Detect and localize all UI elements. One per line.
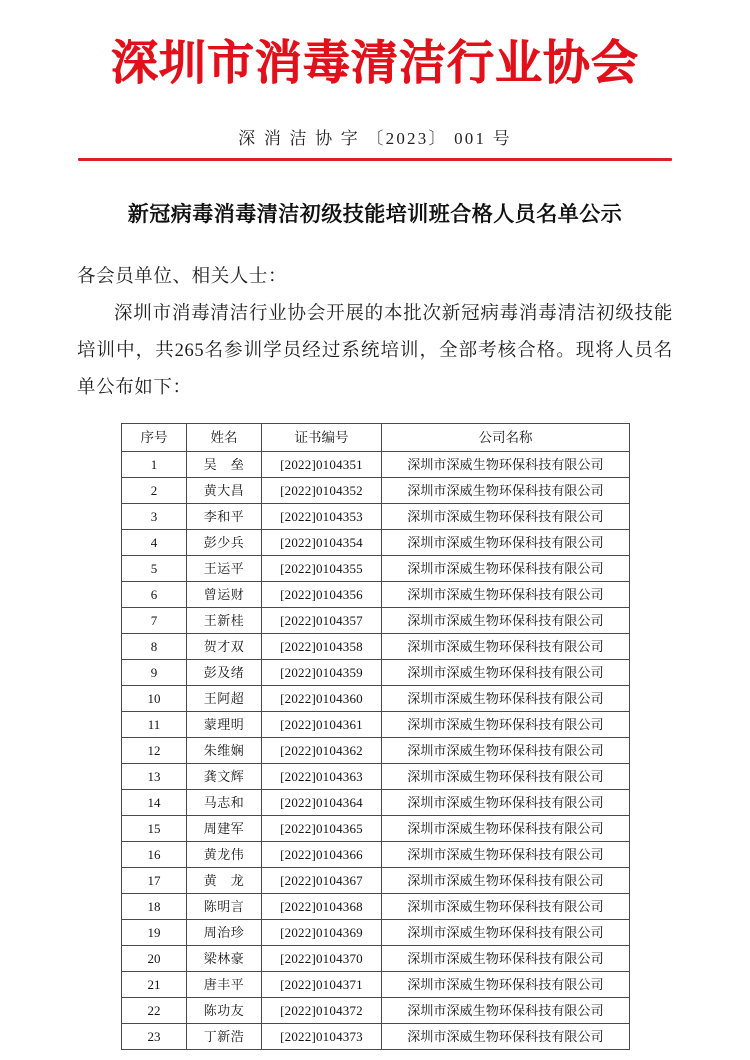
cell-index: 2 bbox=[122, 478, 187, 504]
cell-name: 王阿超 bbox=[187, 686, 262, 712]
cell-name: 蒙理明 bbox=[187, 712, 262, 738]
cell-name: 龚文辉 bbox=[187, 764, 262, 790]
cell-certificate-number: [2022]0104362 bbox=[262, 738, 382, 764]
cell-name: 马志和 bbox=[187, 790, 262, 816]
cell-index: 18 bbox=[122, 894, 187, 920]
table-row bbox=[122, 868, 630, 894]
cell-index: 8 bbox=[122, 634, 187, 660]
cell-certificate-number: [2022]0104369 bbox=[262, 920, 382, 946]
cell-certificate-number: [2022]0104352 bbox=[262, 478, 382, 504]
cell-certificate-number: [2022]0104366 bbox=[262, 842, 382, 868]
cell-company: 深圳市深威生物环保科技有限公司 bbox=[382, 764, 630, 790]
cell-name: 贺才双 bbox=[187, 634, 262, 660]
cell-name: 彭少兵 bbox=[187, 530, 262, 556]
cell-company: 深圳市深威生物环保科技有限公司 bbox=[382, 946, 630, 972]
cell-certificate-number: [2022]0104357 bbox=[262, 608, 382, 634]
cell-certificate-number: [2022]0104361 bbox=[262, 712, 382, 738]
table-row bbox=[122, 686, 630, 712]
cell-index: 12 bbox=[122, 738, 187, 764]
column-header-name: 姓名 bbox=[187, 424, 262, 452]
cell-certificate-number: [2022]0104373 bbox=[262, 1024, 382, 1050]
cell-certificate-number: [2022]0104367 bbox=[262, 868, 382, 894]
cell-index: 7 bbox=[122, 608, 187, 634]
cell-name: 黄 龙 bbox=[187, 868, 262, 894]
cell-name: 黄大昌 bbox=[187, 478, 262, 504]
cell-index: 5 bbox=[122, 556, 187, 582]
table-body bbox=[122, 452, 630, 1050]
table-row bbox=[122, 920, 630, 946]
table-row bbox=[122, 452, 630, 478]
cell-certificate-number: [2022]0104355 bbox=[262, 556, 382, 582]
cell-company: 深圳市深威生物环保科技有限公司 bbox=[382, 816, 630, 842]
cell-company: 深圳市深威生物环保科技有限公司 bbox=[382, 478, 630, 504]
table-row bbox=[122, 530, 630, 556]
cell-company: 深圳市深威生物环保科技有限公司 bbox=[382, 660, 630, 686]
table-row bbox=[122, 712, 630, 738]
cell-certificate-number: [2022]0104353 bbox=[262, 504, 382, 530]
table-row bbox=[122, 504, 630, 530]
cell-index: 21 bbox=[122, 972, 187, 998]
cell-name: 彭及绪 bbox=[187, 660, 262, 686]
table-row bbox=[122, 660, 630, 686]
cell-name: 周建军 bbox=[187, 816, 262, 842]
cell-name: 吴 垒 bbox=[187, 452, 262, 478]
cell-certificate-number: [2022]0104363 bbox=[262, 764, 382, 790]
table-row bbox=[122, 998, 630, 1024]
red-divider-rule bbox=[78, 158, 672, 161]
roster-table-wrap bbox=[121, 423, 629, 1050]
cell-company: 深圳市深威生物环保科技有限公司 bbox=[382, 686, 630, 712]
roster-table bbox=[121, 423, 630, 1050]
table-row bbox=[122, 556, 630, 582]
column-header-company: 公司名称 bbox=[382, 424, 630, 452]
cell-index: 14 bbox=[122, 790, 187, 816]
cell-certificate-number: [2022]0104360 bbox=[262, 686, 382, 712]
cell-index: 15 bbox=[122, 816, 187, 842]
cell-company: 深圳市深威生物环保科技有限公司 bbox=[382, 894, 630, 920]
cell-company: 深圳市深威生物环保科技有限公司 bbox=[382, 712, 630, 738]
cell-index: 4 bbox=[122, 530, 187, 556]
cell-company: 深圳市深威生物环保科技有限公司 bbox=[382, 842, 630, 868]
cell-index: 13 bbox=[122, 764, 187, 790]
page-title: 新冠病毒消毒清洁初级技能培训班合格人员名单公示 bbox=[127, 202, 623, 227]
table-row bbox=[122, 972, 630, 998]
column-header-index: 序号 bbox=[122, 424, 187, 452]
cell-company: 深圳市深威生物环保科技有限公司 bbox=[382, 1024, 630, 1050]
table-row bbox=[122, 582, 630, 608]
table-row bbox=[122, 816, 630, 842]
table-row bbox=[122, 608, 630, 634]
cell-certificate-number: [2022]0104372 bbox=[262, 998, 382, 1024]
table-row bbox=[122, 842, 630, 868]
table-row bbox=[122, 738, 630, 764]
cell-certificate-number: [2022]0104356 bbox=[262, 582, 382, 608]
cell-name: 王新桂 bbox=[187, 608, 262, 634]
cell-certificate-number: [2022]0104368 bbox=[262, 894, 382, 920]
cell-index: 19 bbox=[122, 920, 187, 946]
cell-company: 深圳市深威生物环保科技有限公司 bbox=[382, 868, 630, 894]
cell-index: 11 bbox=[122, 712, 187, 738]
cell-index: 9 bbox=[122, 660, 187, 686]
cell-company: 深圳市深威生物环保科技有限公司 bbox=[382, 582, 630, 608]
cell-name: 周治珍 bbox=[187, 920, 262, 946]
table-row bbox=[122, 790, 630, 816]
cell-certificate-number: [2022]0104370 bbox=[262, 946, 382, 972]
cell-name: 丁新浩 bbox=[187, 1024, 262, 1050]
cell-certificate-number: [2022]0104354 bbox=[262, 530, 382, 556]
cell-index: 1 bbox=[122, 452, 187, 478]
table-row bbox=[122, 1024, 630, 1050]
cell-name: 梁林豪 bbox=[187, 946, 262, 972]
cell-name: 黄龙伟 bbox=[187, 842, 262, 868]
cell-company: 深圳市深威生物环保科技有限公司 bbox=[382, 998, 630, 1024]
table-header-row bbox=[122, 424, 630, 452]
cell-index: 6 bbox=[122, 582, 187, 608]
table-row bbox=[122, 894, 630, 920]
cell-index: 17 bbox=[122, 868, 187, 894]
cell-company: 深圳市深威生物环保科技有限公司 bbox=[382, 608, 630, 634]
cell-certificate-number: [2022]0104359 bbox=[262, 660, 382, 686]
cell-name: 朱维娴 bbox=[187, 738, 262, 764]
cell-certificate-number: [2022]0104351 bbox=[262, 452, 382, 478]
document-number: 深 消 洁 协 字 〔2023〕 001 号 bbox=[238, 129, 512, 149]
organization-title: 深圳市消毒清洁行业协会 bbox=[111, 36, 639, 91]
body-paragraph: 深圳市消毒清洁行业协会开展的本批次新冠病毒消毒清洁初级技能培训中，共265名参训学员经过系统培训，全部考核合格。现将人员名单公布如下： bbox=[77, 304, 673, 399]
cell-company: 深圳市深威生物环保科技有限公司 bbox=[382, 972, 630, 998]
cell-name: 曾运财 bbox=[187, 582, 262, 608]
cell-company: 深圳市深威生物环保科技有限公司 bbox=[382, 920, 630, 946]
cell-index: 16 bbox=[122, 842, 187, 868]
table-row bbox=[122, 764, 630, 790]
column-header-cert: 证书编号 bbox=[262, 424, 382, 452]
cell-index: 22 bbox=[122, 998, 187, 1024]
cell-company: 深圳市深威生物环保科技有限公司 bbox=[382, 790, 630, 816]
cell-name: 唐丰平 bbox=[187, 972, 262, 998]
cell-index: 10 bbox=[122, 686, 187, 712]
table-head bbox=[122, 424, 630, 452]
cell-company: 深圳市深威生物环保科技有限公司 bbox=[382, 530, 630, 556]
cell-company: 深圳市深威生物环保科技有限公司 bbox=[382, 738, 630, 764]
salutation: 各会员单位、相关人士： bbox=[77, 267, 288, 288]
cell-certificate-number: [2022]0104365 bbox=[262, 816, 382, 842]
cell-index: 20 bbox=[122, 946, 187, 972]
cell-company: 深圳市深威生物环保科技有限公司 bbox=[382, 504, 630, 530]
cell-index: 3 bbox=[122, 504, 187, 530]
masthead bbox=[0, 0, 750, 91]
cell-name: 陈明言 bbox=[187, 894, 262, 920]
cell-certificate-number: [2022]0104371 bbox=[262, 972, 382, 998]
body-text bbox=[77, 259, 673, 407]
cell-name: 王运平 bbox=[187, 556, 262, 582]
table-row bbox=[122, 946, 630, 972]
cell-certificate-number: [2022]0104358 bbox=[262, 634, 382, 660]
cell-index: 23 bbox=[122, 1024, 187, 1050]
table-row bbox=[122, 634, 630, 660]
cell-name: 陈功友 bbox=[187, 998, 262, 1024]
cell-certificate-number: [2022]0104364 bbox=[262, 790, 382, 816]
cell-name: 李和平 bbox=[187, 504, 262, 530]
cell-company: 深圳市深威生物环保科技有限公司 bbox=[382, 634, 630, 660]
cell-company: 深圳市深威生物环保科技有限公司 bbox=[382, 556, 630, 582]
cell-company: 深圳市深威生物环保科技有限公司 bbox=[382, 452, 630, 478]
table-row bbox=[122, 478, 630, 504]
